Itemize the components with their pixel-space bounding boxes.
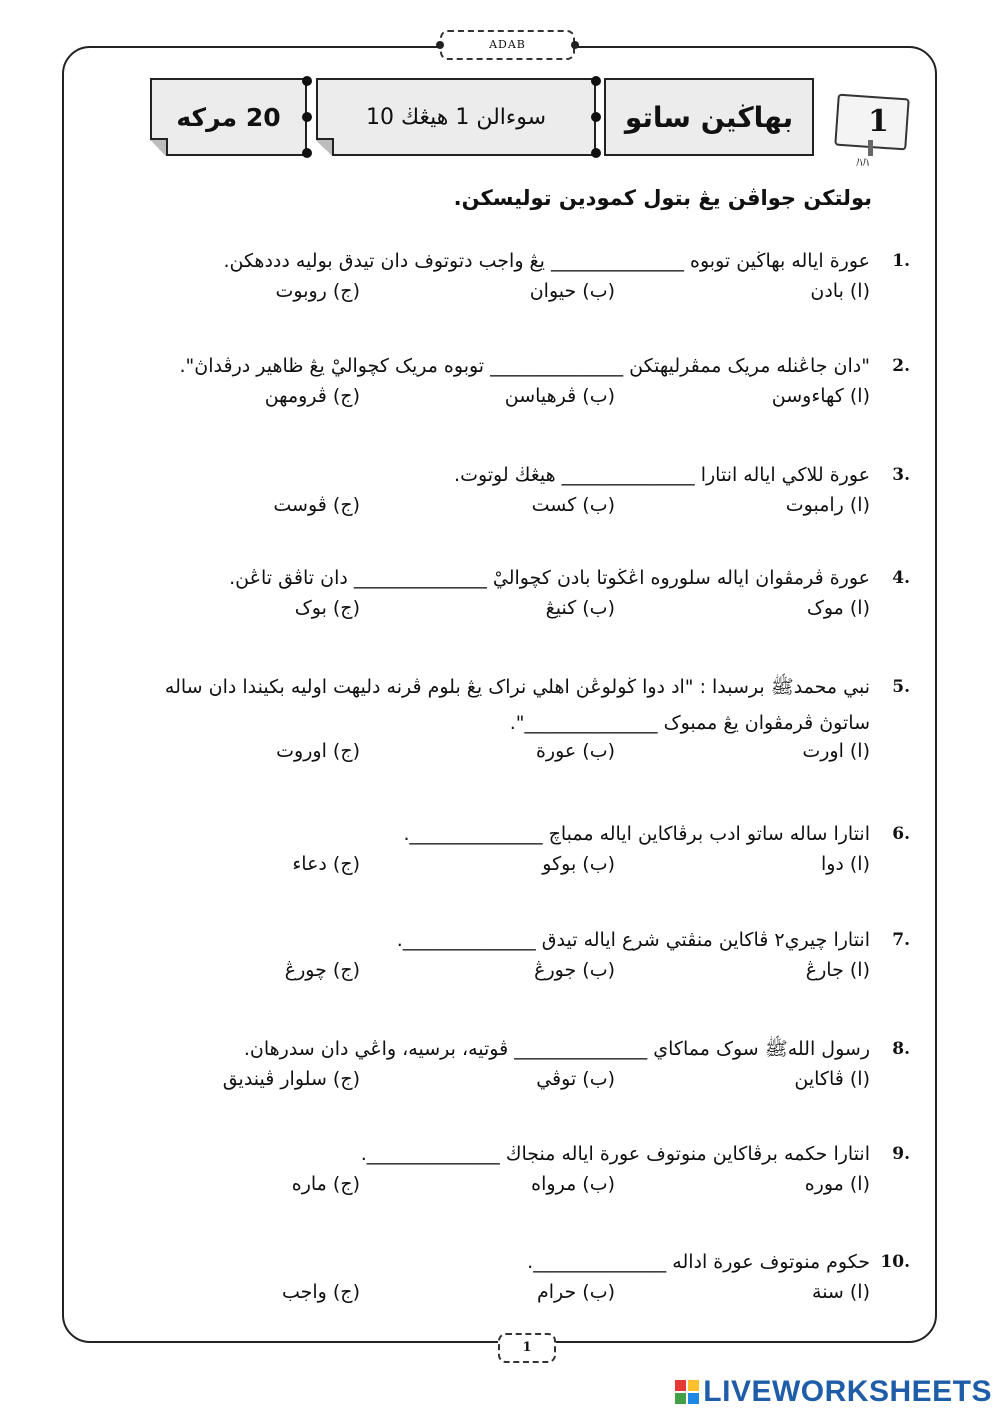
options-row <box>90 385 910 425</box>
option-c[interactable]: (ج) اوروت <box>276 740 360 762</box>
option-a[interactable]: (ا) موک <box>806 597 870 619</box>
options-row <box>90 597 910 637</box>
option-a[interactable]: (ا) موره <box>804 1173 870 1195</box>
question-number: 2. <box>892 356 910 376</box>
option-a[interactable]: (ا) سنة <box>812 1281 870 1303</box>
question-number: 6. <box>892 824 910 844</box>
option-b[interactable]: (ب) بوكو <box>542 853 615 875</box>
question-number: 4. <box>892 568 910 588</box>
binder-ring <box>591 112 601 122</box>
option-a[interactable]: (ا) اورت <box>802 740 870 762</box>
question-9 <box>90 1135 910 1213</box>
question-10 <box>90 1243 910 1321</box>
question-text: عورة اياله بهاڬين توبوه ______________ يڠ واجب دتوتوف دان تيدق بوليه دددهكن. <box>223 250 870 272</box>
question-number: 5. <box>892 677 910 697</box>
option-a[interactable]: (ا) دوا <box>820 853 870 875</box>
question-text-continued: ساتوڽ ڤرمڤوان يڠ ممبوک ______________". <box>509 712 870 734</box>
binder-ring <box>302 76 312 86</box>
marks-label: 20 مركه <box>176 102 281 132</box>
option-c[interactable]: (ج) چورڠ <box>284 959 360 981</box>
question-text: حكوم منوتوف عورة اداله ______________. <box>527 1251 870 1273</box>
brand-name: LIVEWORKSHEETS <box>703 1375 992 1408</box>
page-number-tag <box>498 1333 556 1363</box>
question-number: 8. <box>892 1039 910 1059</box>
marks-box <box>150 78 307 156</box>
question-7 <box>90 921 910 999</box>
option-b[interactable]: (ب) عورة <box>535 740 615 762</box>
option-b[interactable]: (ب) حيوان <box>529 280 615 302</box>
question-text: نبي محمدﷺ برسبدا : "اد دوا ڬولوڠن اهلي نراک يڠ بلوم ڤرنه دليهت اوليه بکيندا دان ساله <box>164 676 870 698</box>
option-c[interactable]: (ج) ماره <box>291 1173 360 1195</box>
options-row <box>90 280 910 320</box>
question-text: "دان جاڠنله مريک ممڤرليهتكن ______________ توبوه مريک كچواليْ يڠ ظاهير درڤداڽ". <box>179 355 870 377</box>
option-b[interactable]: (ب) توڤي <box>536 1068 615 1090</box>
binder-ring <box>591 148 601 158</box>
binder-ring <box>302 112 312 122</box>
option-a[interactable]: (ا) كهاءوسن <box>771 385 870 407</box>
questions-range-box <box>316 78 596 156</box>
question-text: انتارا چيري٢ ڤاكاين منڤتي شرع اياله تيدق ______________. <box>396 929 870 951</box>
option-c[interactable]: (ج) دعاء <box>292 853 360 875</box>
question-5 <box>90 668 910 780</box>
question-number: 7. <box>892 930 910 950</box>
option-c[interactable]: (ج) روبوت <box>275 280 360 302</box>
option-a[interactable]: (ا) بادن <box>810 280 870 302</box>
question-text: انتارا ساله ساتو ادب برڤاكاين اياله ممباچ ______________. <box>403 823 870 845</box>
option-c[interactable]: (ج) واجب <box>282 1281 360 1303</box>
question-number: 9. <box>892 1144 910 1164</box>
options-row <box>90 959 910 999</box>
instruction-text: بولتكن جواڤن يڠ بتول كمودين توليسكن. <box>453 186 872 210</box>
section-number: 1 <box>868 104 889 139</box>
option-b[interactable]: (ب) حرام <box>536 1281 615 1303</box>
question-2 <box>90 347 910 425</box>
tag-dot-left <box>436 41 444 49</box>
options-row <box>90 1173 910 1213</box>
question-number: 10. <box>880 1252 910 1272</box>
options-row <box>90 853 910 893</box>
question-text: رسول اللهﷺ سوک مماكاي ______________ ڤوتيه، برسيه، واڠي دان سدرهان. <box>243 1038 870 1060</box>
subject-tag <box>440 30 575 60</box>
page-number: 1 <box>522 1340 532 1355</box>
subject-tag-label: ADAB <box>489 38 526 51</box>
tag-dot-right <box>571 41 579 49</box>
liveworksheets-footer <box>675 1375 992 1409</box>
option-c[interactable]: (ج) بوک <box>294 597 360 619</box>
option-a[interactable]: (ا) رامبوت <box>785 494 870 516</box>
option-c[interactable]: (ج) ڤرومهن <box>264 385 360 407</box>
question-text: عورة ڤرمڤوان اياله سلوروه اڠڬوتا بادن كچواليْ ______________ دان تاڤق تاڠن. <box>229 567 870 589</box>
question-4 <box>90 559 910 637</box>
section-title-box <box>604 78 814 156</box>
question-3 <box>90 456 910 534</box>
option-c[interactable]: (ج) ڤوست <box>273 494 360 516</box>
question-text: عورة للاكي اياله انتارا ______________ هيڠڬ لوتوت. <box>454 464 870 486</box>
questions-range-label: سوءالن 1 هيڠڬ 10 <box>365 104 547 130</box>
page-curl <box>316 138 334 156</box>
section-title: بهاڬين ساتو <box>624 100 794 134</box>
question-1 <box>90 242 910 320</box>
options-row <box>90 1068 910 1108</box>
option-a[interactable]: (ا) ڤاكاين <box>794 1068 870 1090</box>
section-number-badge <box>830 82 918 171</box>
option-b[interactable]: (ب) كست <box>531 494 615 516</box>
grass-icon: ﾊﾊ <box>856 156 869 171</box>
question-number: 1. <box>892 251 910 271</box>
option-b[interactable]: (ب) كنيڠ <box>545 597 615 619</box>
binder-ring <box>302 148 312 158</box>
option-c[interactable]: (ج) سلوار ڤينديق <box>222 1068 360 1090</box>
option-a[interactable]: (ا) جارڠ <box>805 959 870 981</box>
options-row <box>90 740 910 780</box>
question-8 <box>90 1030 910 1108</box>
question-text: انتارا حكمه برڤاكاين منوتوف عورة اياله منجاڬ ______________. <box>360 1143 870 1165</box>
question-number: 3. <box>892 465 910 485</box>
options-row <box>90 1281 910 1321</box>
option-b[interactable]: (ب) مرواه <box>531 1173 615 1195</box>
liveworksheets-logo-icon <box>675 1380 699 1404</box>
question-6 <box>90 815 910 893</box>
option-b[interactable]: (ب) جورڠ <box>534 959 615 981</box>
binder-ring <box>591 76 601 86</box>
options-row <box>90 494 910 534</box>
page-curl <box>150 138 168 156</box>
option-b[interactable]: (ب) ڤرهياسن <box>504 385 615 407</box>
